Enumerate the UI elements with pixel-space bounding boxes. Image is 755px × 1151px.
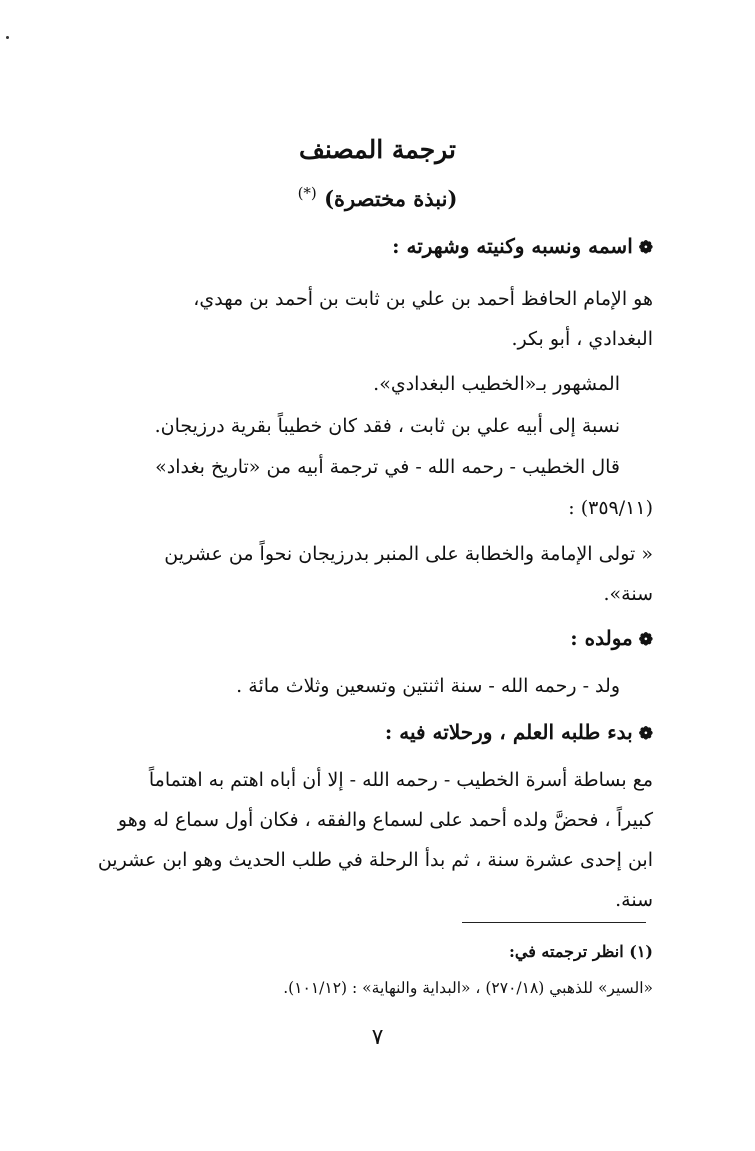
footnote-heading: (١) انظر ترجمته في: bbox=[508, 942, 653, 961]
page-subtitle bbox=[0, 184, 755, 211]
section-heading-name bbox=[392, 232, 653, 262]
section-heading-study bbox=[385, 718, 653, 748]
bullet-icon: ❁ bbox=[638, 238, 653, 258]
footnote-text: «السير» للذهبي (٢٧٠/١٨) ، «البداية والنهاية» : (١٠١/١٢). bbox=[283, 979, 653, 997]
paragraph-line: ابن إحدى عشرة سنة ، ثم بدأ الرحلة في طلب الحديث وهو ابن عشرين bbox=[97, 849, 653, 871]
footnote-separator bbox=[462, 922, 646, 923]
paragraph-line: مع بساطة أسرة الخطيب - رحمه الله - إلا أن أباه اهتم به اهتماماً bbox=[148, 769, 653, 791]
paragraph-line: سنة». bbox=[603, 583, 653, 605]
paragraph-line: « تولى الإمامة والخطابة على المنبر بدرزيجان نحواً من عشرين bbox=[164, 543, 653, 565]
paragraph-line: (٣٥٩/١١) : bbox=[568, 497, 653, 519]
paragraph-line: المشهور بـ«الخطيب البغدادي». bbox=[373, 373, 620, 395]
section-heading-text: اسمه ونسبه وكنيته وشهرته : bbox=[392, 234, 633, 258]
subtitle-text: (نبذة مختصرة) bbox=[324, 186, 458, 211]
section-heading-birth bbox=[570, 624, 653, 654]
section-heading-text: مولده : bbox=[570, 626, 633, 650]
paragraph-line: قال الخطيب - رحمه الله - في ترجمة أبيه من «تاريخ بغداد» bbox=[155, 456, 620, 478]
bullet-icon: ❁ bbox=[638, 630, 653, 650]
bullet-icon: ❁ bbox=[638, 724, 653, 744]
section-heading-text: بدء طلبه العلم ، ورحلاته فيه : bbox=[384, 720, 633, 744]
page-number: ٧ bbox=[371, 1025, 384, 1050]
paragraph-line: هو الإمام الحافظ أحمد بن علي بن ثابت بن أحمد بن مهدي، bbox=[193, 288, 653, 310]
footnote-marker: (*) bbox=[297, 184, 317, 202]
paragraph-line: ولد - رحمه الله - سنة اثنتين وتسعين وثلاث مائة . bbox=[236, 675, 620, 697]
paragraph-line: البغدادي ، أبو بكر. bbox=[511, 328, 653, 350]
paragraph-line: نسبة إلى أبيه علي بن ثابت ، فقد كان خطيباً بقرية درزيجان. bbox=[154, 415, 620, 437]
margin-mark bbox=[6, 36, 9, 39]
paragraph-line: سنة. bbox=[615, 889, 653, 911]
paragraph-line: كبيراً ، فحضَّ ولده أحمد على لسماع والفقه ، فكان أول سماع له وهو bbox=[117, 809, 653, 831]
page-title: ترجمة المصنف bbox=[299, 135, 456, 164]
